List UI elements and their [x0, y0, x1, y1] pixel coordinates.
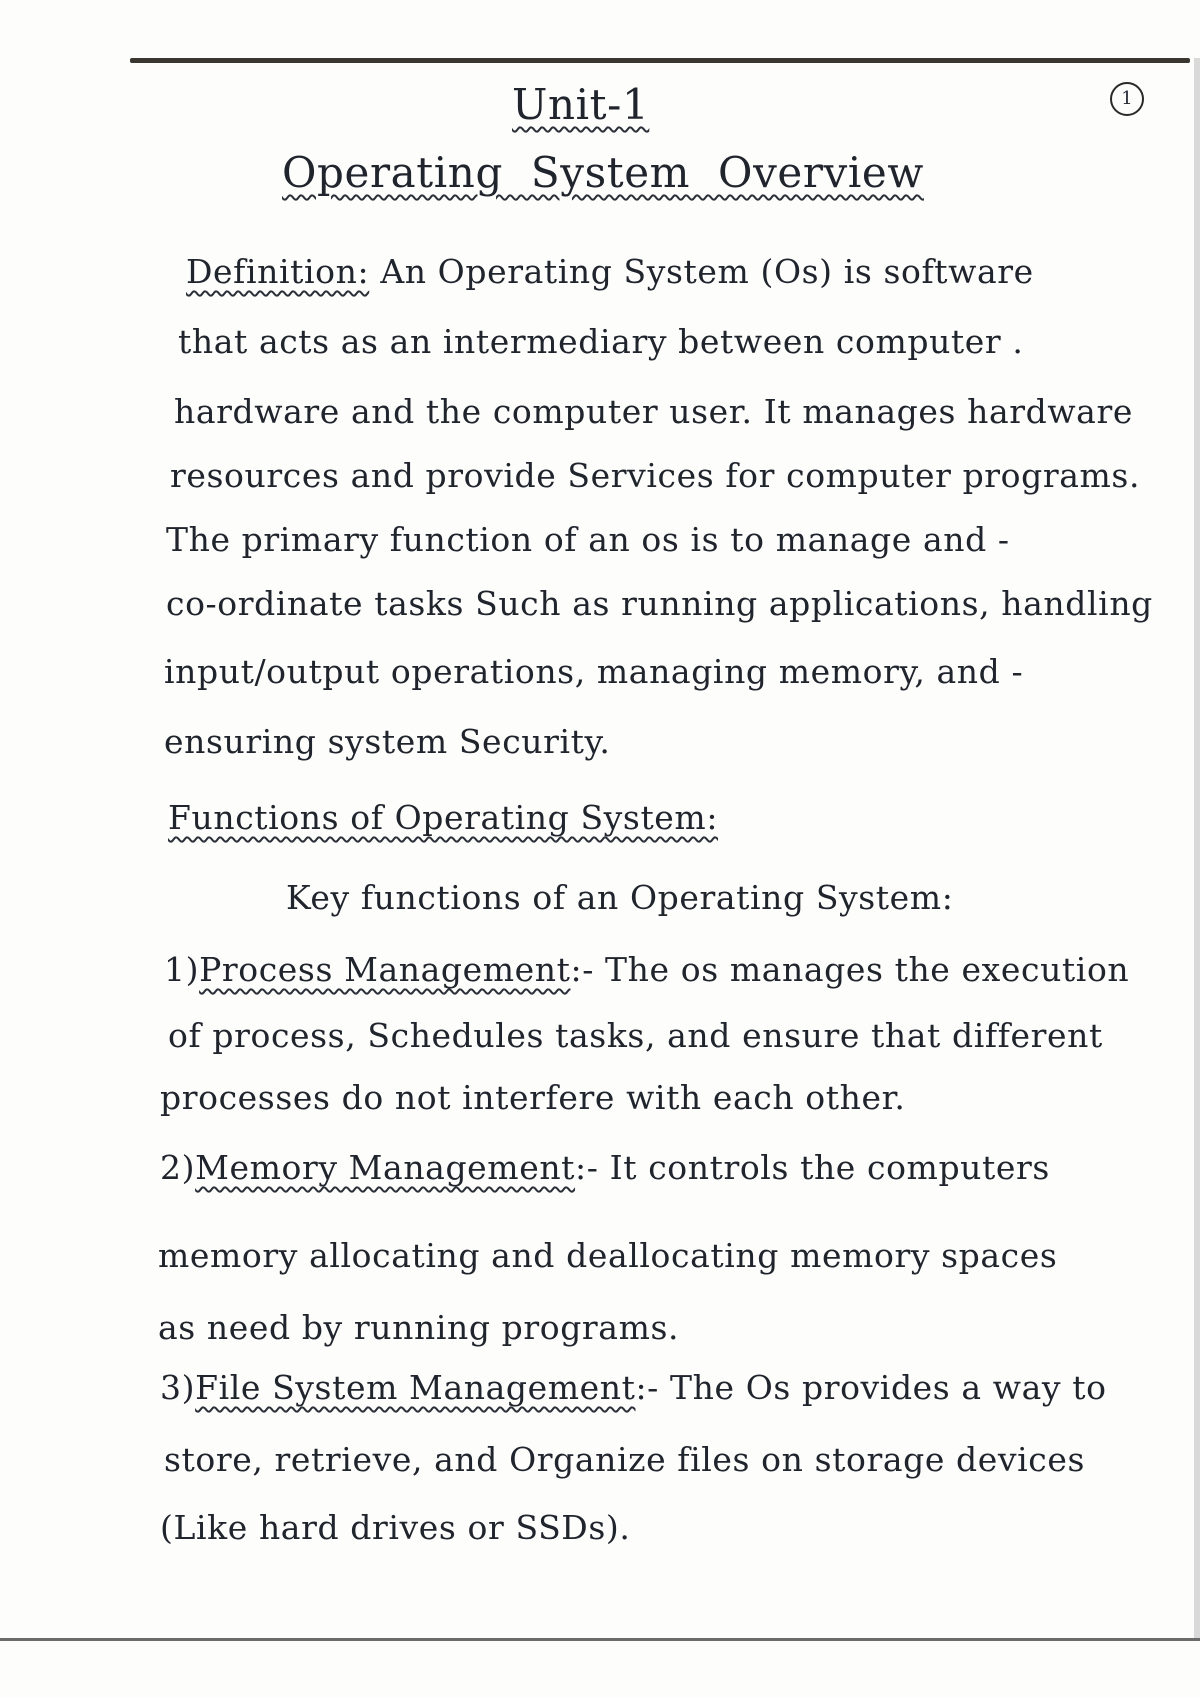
- definition-line-3: hardware and the computer user. It manages hardware: [174, 392, 1133, 431]
- function-item-1-text-1: :- The os manages the execution: [570, 950, 1130, 989]
- function-item-3-line-3: (Like hard drives or SSDs).: [160, 1508, 631, 1547]
- definition-line-6: co-ordinate tasks Such as running applications, handling: [166, 584, 1153, 623]
- function-item-2-line-3: as need by running programs.: [158, 1308, 680, 1347]
- definition-line-8: ensuring system Security.: [164, 722, 611, 761]
- function-item-1-line-2: of process, Schedules tasks, and ensure that different: [168, 1016, 1103, 1055]
- function-item-1-line-1: [164, 950, 1129, 990]
- function-item-3-line-2: store, retrieve, and Organize files on storage devices: [164, 1440, 1086, 1479]
- definition-line-5: The primary function of an os is to manage and -: [166, 520, 1010, 559]
- top-margin-rule: [130, 58, 1190, 63]
- function-item-3-line-1: [160, 1368, 1107, 1408]
- functions-intro: Key functions of an Operating System:: [286, 878, 954, 917]
- functions-heading: Functions of Operating System:: [168, 798, 719, 837]
- function-item-1-line-3: processes do not interfere with each other.: [160, 1078, 906, 1117]
- function-item-2-title: Memory Management: [195, 1148, 576, 1187]
- page-number: 1: [1110, 82, 1144, 116]
- function-item-2-line-2: memory allocating and deallocating memory spaces: [158, 1236, 1058, 1275]
- function-item-1-title: Process Management: [199, 950, 571, 989]
- function-item-3-number: 3): [160, 1368, 196, 1407]
- function-item-2-text-1: :- It controls the computers: [575, 1148, 1050, 1187]
- page-title: Operating System Overview: [282, 148, 924, 197]
- definition-line-2: that acts as an intermediary between computer .: [178, 322, 1024, 361]
- function-item-1-number: 1): [164, 950, 200, 989]
- function-item-3-text-1: :- The Os provides a way to: [635, 1368, 1107, 1407]
- function-item-2-number: 2): [160, 1148, 196, 1187]
- function-item-2-line-1: [160, 1148, 1050, 1188]
- bottom-margin-rule: [0, 1638, 1200, 1641]
- function-item-3-title: File System Management: [195, 1368, 636, 1407]
- definition-text-1: An Operating System (Os) is software: [380, 252, 1034, 291]
- definition-label: Definition:: [186, 252, 370, 291]
- unit-heading: Unit-1: [512, 80, 650, 129]
- definition-line-1: [186, 252, 1034, 292]
- page-edge-shadow: [1194, 58, 1200, 1638]
- definition-line-7: input/output operations, managing memory, and -: [164, 652, 1024, 691]
- definition-line-4: resources and provide Services for computer programs.: [170, 456, 1141, 495]
